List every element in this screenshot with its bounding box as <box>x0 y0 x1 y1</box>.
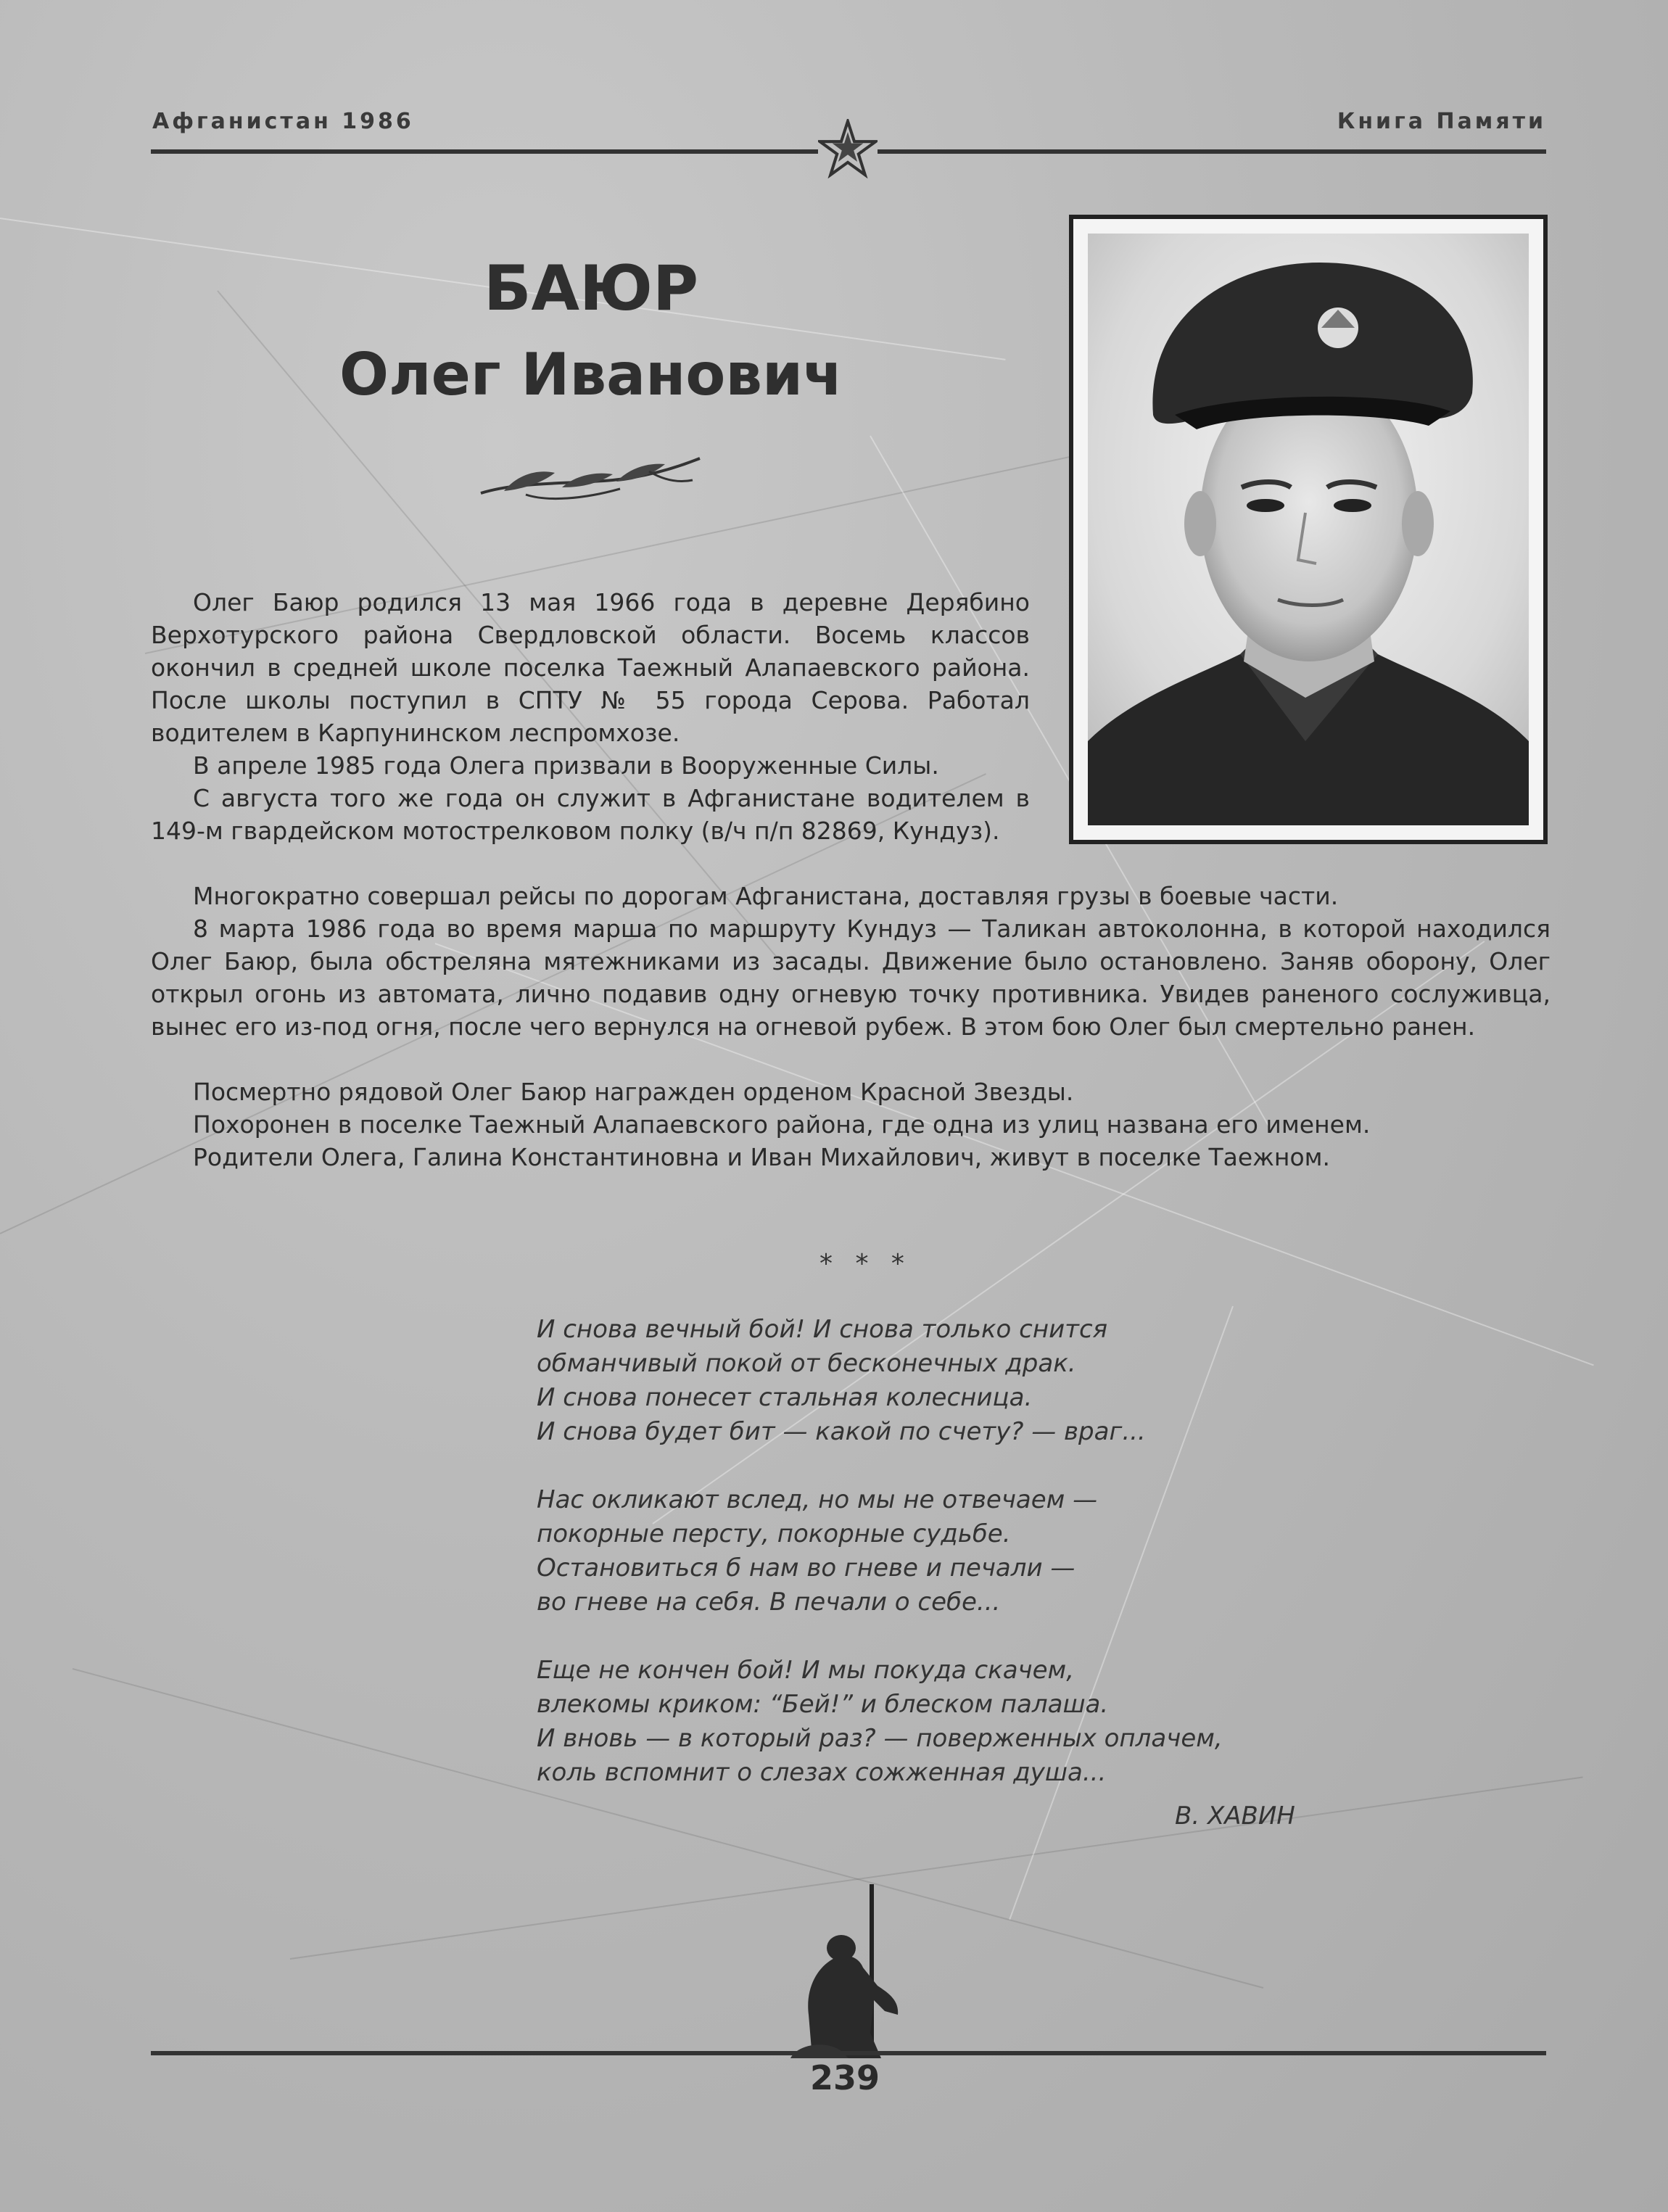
poem-line: И снова будет бит — какой по счету? — враг... <box>537 1417 1146 1446</box>
portrait-photo <box>1069 215 1548 844</box>
header-rule-right <box>878 149 1546 154</box>
bio-paragraph-5: 8 марта 1986 года во время марша по маршруту Кундуз — Таликан автоколонна, в которой находился Олег Баюр, была обстреляна мятежниками из засады. Движение было остановлено. Заняв оборону, Олег открыл огонь из автомата, лично подавив одну огневую точку противника. Увидев раненого сослуживца, вынес его из-под огня, после чего вернулся на огневой рубеж. В этом бою Олег был смертельно ранен. <box>151 915 1551 1041</box>
portrait-image <box>1088 234 1529 825</box>
poem-line: влекомы криком: “Бей!” и блеском палаша. <box>537 1690 1109 1719</box>
poem-line: И вновь — в который раз? — поверженных оплачем, <box>537 1724 1223 1753</box>
bio-paragraph-3: С августа того же года он служит в Афганистане водителем в 149-м гвардейском мотострелковом полку (в/ч п/п 82869, Кундуз). <box>151 784 1030 845</box>
header-rule-left <box>151 149 818 154</box>
poem-line: Нас окликают вслед, но мы не отвечаем — <box>537 1485 1098 1514</box>
poem-line: покорные персту, покорные судьбе. <box>537 1519 1011 1548</box>
poem-separator: * * * <box>819 1249 912 1279</box>
soldier-portrait-icon <box>1088 234 1529 825</box>
poem-line: Еще не кончен бой! И мы покуда скачем, <box>537 1656 1075 1685</box>
surname-title: БАЮР <box>483 252 699 325</box>
star-icon <box>818 119 878 178</box>
poem-line: коль вспомнит о слезах сожженная душа... <box>537 1758 1107 1787</box>
bio-paragraph-6: Посмертно рядовой Олег Баюр награжден орденом Красной Звезды. <box>193 1078 1074 1106</box>
poem-line: И снова вечный бой! И снова только снится <box>537 1315 1108 1344</box>
poem-line: обманчивый покой от бесконечных драк. <box>537 1349 1076 1378</box>
bio-paragraph-7: Похоронен в поселке Таежный Алапаевского района, где одна из улиц названа его именем. <box>193 1110 1371 1139</box>
poem-line: Остановиться б нам во гневе и печали — <box>537 1553 1075 1582</box>
header-right: Книга Памяти <box>1337 109 1546 134</box>
header-left: Афганистан 1986 <box>152 109 414 134</box>
poem-line: И снова понесет стальная колесница. <box>537 1383 1033 1412</box>
laurel-ornament-icon <box>475 451 707 509</box>
bio-paragraph-2: В апреле 1985 года Олега призвали в Вооруженные Силы. <box>193 751 939 780</box>
name-title: Олег Иванович <box>339 341 843 408</box>
footer-rule <box>151 2051 1546 2055</box>
soldier-monument-icon <box>769 1877 936 2058</box>
bio-paragraph-4: Многократно совершал рейсы по дорогам Афганистана, доставляя грузы в боевые части. <box>193 882 1339 910</box>
poem-author: В. ХАВИН <box>1175 1802 1295 1831</box>
page-number: 239 <box>809 2058 880 2097</box>
poem-line: во гневе на себя. В печали о себе... <box>537 1588 1001 1617</box>
bio-paragraph-1: Олег Баюр родился 13 мая 1966 года в деревне Дерябино Верхотурского района Свердловской области. Восемь классов окончил в средней школе поселка Таежный Алапаевского района. После школы поступил в СПТУ № 55 города Серова. Работал водителем в Карпунинском леспромхозе. <box>151 588 1030 747</box>
bio-paragraph-8: Родители Олега, Галина Константиновна и Иван Михайлович, живут в поселке Таежном. <box>193 1143 1331 1171</box>
